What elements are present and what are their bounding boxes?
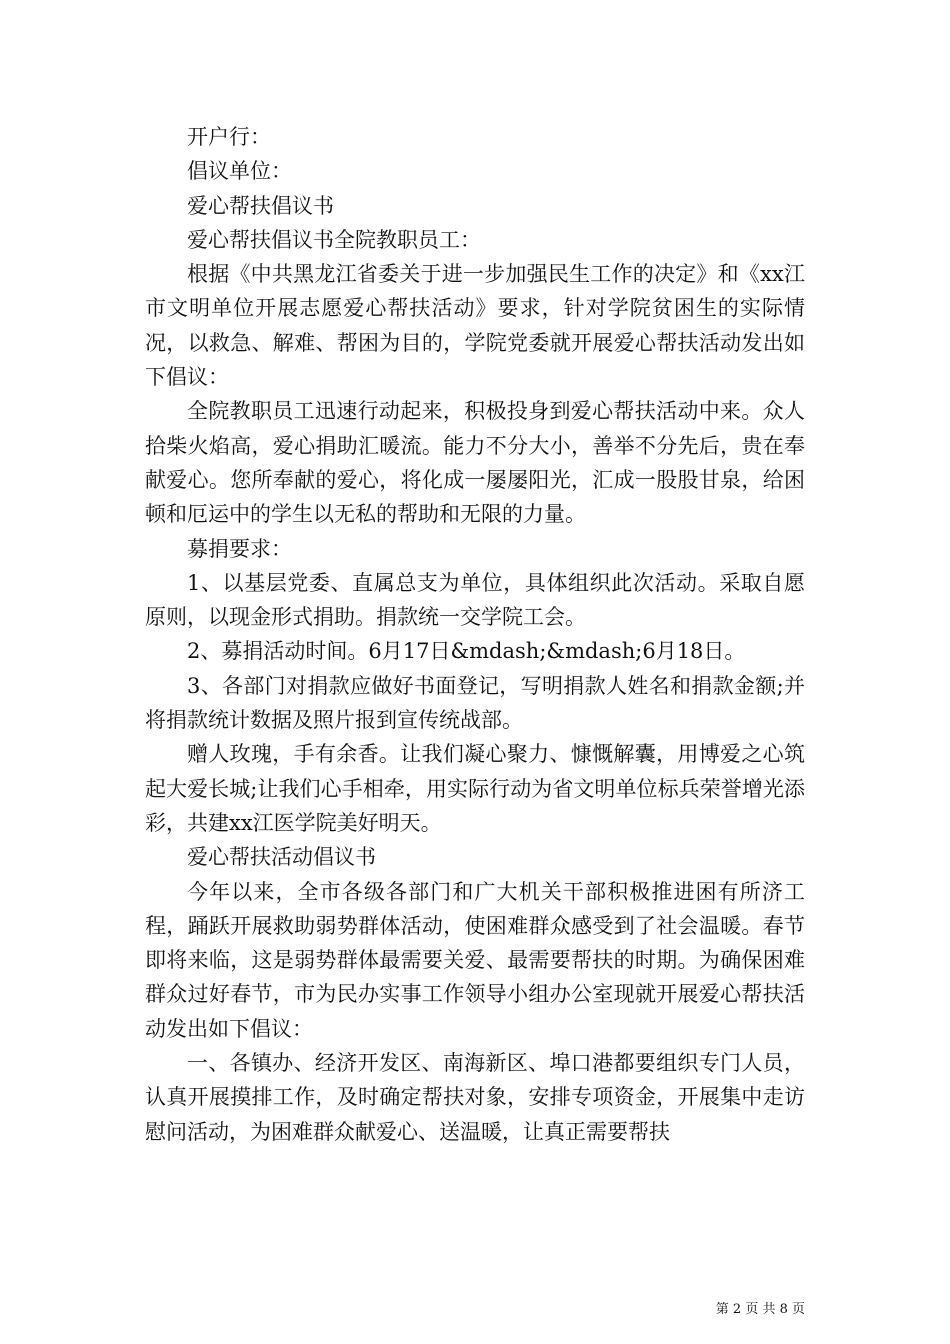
bank-line: 开户行： — [187, 125, 271, 149]
requirement-3: 3、各部门对捐款应做好书面登记，写明捐款人姓名和捐款金额;并将捐款统计数据及照片报到宣传统战部。 — [145, 673, 805, 733]
second-proposal-title: 爱心帮扶活动倡议书 — [187, 845, 376, 870]
paragraph-intro: 今年以来，全市各级各部门和广大机关干部积极推进困有所济工程，踊跃开展救助弱势群体活动，使困难群众感受到了社会温暖。春节即将来临，这是弱势群体最需要关爱、最需要帮扶的时期。为确保困难群众过好春节，市为民办实事工作领导小组办公室现就开展爱心帮扶活动发出如下倡议： — [145, 879, 805, 1041]
requirement-2: 2、募捐活动时间。6月17日&mdash;&mdash;6月18日。 — [187, 639, 746, 664]
salutation: 爱心帮扶倡议书全院教职员工： — [187, 227, 481, 252]
initiator-line: 倡议单位： — [187, 159, 292, 184]
requirement-1: 1、以基层党委、直属总支为单位，具体组织此次活动。采取自愿原则，以现金形式捐助。捐款统一交学院工会。 — [145, 570, 805, 630]
paragraph-item-1: 一、各镇办、经济开发区、南海新区、埠口港都要组织专门人员，认真开展摸排工作，及时确定帮扶对象，安排专项资金，开展集中走访慰问活动，为困难群众献爱心、送温暖，让真正需要帮扶 — [145, 1051, 805, 1144]
paragraph-closing: 赠人玫瑰，手有余香。让我们凝心聚力、慷慨解囊，用博爱之心筑起大爱长城;让我们心手相牵，用实际行动为省文明单位标兵荣誉增光添彩，共建xx江医学院美好明天。 — [145, 742, 805, 835]
page-number: 第 2 页 共 8 页 — [715, 1302, 805, 1317]
paragraph-basis: 根据《中共黑龙江省委关于进一步加强民生工作的决定》和《xx江市文明单位开展志愿爱心帮扶活动》要求，针对学院贫困生的实际情况，以救急、解难、帮困为目的，学院党委就开展爱心帮扶活动发出如下倡议： — [145, 262, 805, 390]
donation-requirements-heading: 募捐要求： — [187, 536, 292, 561]
proposal-title: 爱心帮扶倡议书 — [187, 193, 334, 218]
paragraph-call-to-action: 全院教职员工迅速行动起来，积极投身到爱心帮扶活动中来。众人拾柴火焰高，爱心捐助汇暖流。能力不分大小，善举不分先后，贵在奉献爱心。您所奉献的爱心，将化成一屡屡阳光，汇成一股股甘泉，给困顿和厄运中的学生以无私的帮助和无限的力量。 — [145, 399, 805, 527]
document-body — [145, 120, 805, 1149]
